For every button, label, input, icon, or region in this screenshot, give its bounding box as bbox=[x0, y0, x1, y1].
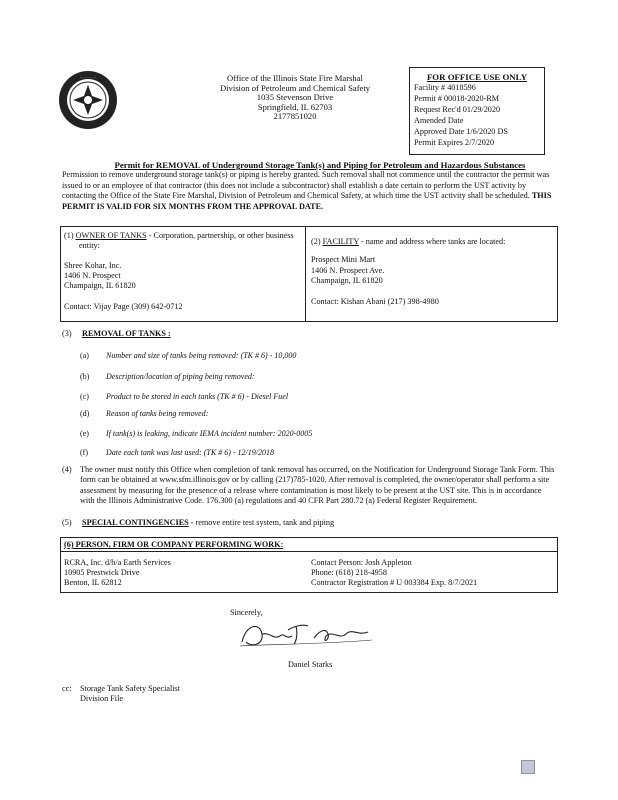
removal-item-label: (a) bbox=[80, 351, 89, 360]
scan-mark-icon bbox=[521, 760, 535, 774]
contractor-line: 10905 Prestwick Drive bbox=[64, 568, 140, 577]
removal-item bbox=[80, 392, 288, 401]
contingencies-heading: SPECIAL CONTINGENCIES bbox=[82, 518, 189, 527]
office-use-title: FOR OFFICE USE ONLY bbox=[426, 72, 528, 82]
removal-item bbox=[80, 372, 255, 381]
office-use-line: Permit Expires 2/7/2020 bbox=[414, 138, 495, 147]
removal-item bbox=[80, 448, 274, 457]
fire-marshal-seal-icon bbox=[58, 70, 118, 130]
cc-label: cc: bbox=[62, 684, 72, 693]
facility-line: 1406 N. Prospect Ave. bbox=[311, 266, 385, 275]
removal-item-text: Description/location of piping being removed: bbox=[106, 372, 255, 381]
owner-contact: Contact: Vijay Page (309) 642-0712 bbox=[64, 302, 183, 311]
removal-item-label: (e) bbox=[80, 429, 89, 438]
owner-heading: OWNER OF TANKS bbox=[75, 231, 147, 240]
contractor-contact-line: Phone: (618) 218-4958 bbox=[311, 568, 387, 577]
owner-facility-box bbox=[60, 226, 558, 322]
owner-num: (1) bbox=[64, 231, 74, 240]
contractor-heading: (6) PERSON, FIRM OR COMPANY PERFORMING WORK: bbox=[64, 540, 284, 549]
owner-heading-row bbox=[64, 231, 294, 241]
office-use-line: Permit # 00018-2020-RM bbox=[414, 94, 500, 103]
office-use-line: Facility # 4018596 bbox=[414, 83, 476, 92]
contingencies-text: - remove entire test system, tank and piping bbox=[190, 518, 335, 527]
svg-text:. . . . . . .: . . . . . . . bbox=[79, 74, 97, 79]
facility-line: Champaign, IL 61820 bbox=[311, 276, 383, 285]
removal-heading-row bbox=[62, 329, 171, 339]
office-use-line: Approved Date 1/6/2020 DS bbox=[414, 127, 508, 136]
removal-item-text: If tank(s) is leaking, indicate IEMA incident number: 2020-0005 bbox=[106, 429, 313, 438]
removal-item-label: (d) bbox=[80, 409, 90, 418]
removal-heading: REMOVAL OF TANKS : bbox=[82, 329, 171, 338]
removal-item bbox=[80, 351, 296, 360]
removal-item-label: (c) bbox=[80, 392, 89, 401]
facility-line: Prospect Mini Mart bbox=[311, 255, 376, 264]
owner-desc: - Corporation, partnership, or other business bbox=[148, 231, 294, 240]
notice-paragraph bbox=[62, 465, 556, 506]
contractor-contact-line: Contact Person: Josh Appleton bbox=[311, 558, 412, 567]
box-divider bbox=[305, 227, 306, 321]
office-use-box bbox=[409, 67, 545, 155]
removal-item-label: (b) bbox=[80, 372, 90, 381]
contingencies-num: (5) bbox=[62, 518, 72, 527]
agency-header bbox=[180, 74, 410, 122]
facility-desc: - name and address where tanks are located: bbox=[361, 237, 506, 246]
agency-line: 2177851020 bbox=[273, 111, 317, 122]
contractor-divider bbox=[61, 551, 557, 552]
contractor-line: RCRA, Inc. d/b/a Earth Services bbox=[64, 558, 171, 567]
removal-item-label: (f) bbox=[80, 448, 88, 457]
contractor-line: Benton, IL 62812 bbox=[64, 578, 122, 587]
owner-line: 1406 N. Prospect bbox=[64, 271, 121, 280]
notice-text: The owner must notify this Office when completion of tank removal has occurred, on the Notification for Underground Storage Tank Form. This form can be obtained at www.sfm.illinois.gov or by calling (217)785-1020. After removal is completed, the owner/operator shall perform a site assessment by measuring for the presence of a release where contamination is most likely to be present at the UST site. This is in accordance with the Illinois Administrative Code. 176.300 (a) regulations and 40 CFR Part 280.72 (a) Federal Register Requirement. bbox=[80, 465, 555, 505]
agency-line: Office of the Illinois State Fire Marshal bbox=[227, 73, 363, 83]
removal-item bbox=[80, 429, 312, 438]
removal-item bbox=[80, 409, 208, 418]
intro-paragraph bbox=[62, 170, 558, 212]
cc-line: Division File bbox=[80, 694, 123, 703]
permit-title: Permit for REMOVAL of Underground Storage Tank(s) and Piping for Petroleum and Hazardous Substances bbox=[114, 160, 526, 170]
removal-item-text: Date each tank was last used: (TK # 6) - 12/19/2018 bbox=[106, 448, 274, 457]
owner-desc-cont: entity: bbox=[79, 241, 100, 250]
sincerely: Sincerely, bbox=[230, 608, 263, 617]
intro-validity-notice: THIS PERMIT IS VALID FOR SIX MONTHS FROM THE APPROVAL DATE. bbox=[62, 191, 552, 211]
facility-heading-row bbox=[311, 237, 505, 247]
office-use-line: Request Rec'd 01/29/2020 bbox=[414, 105, 501, 114]
removal-item-text: Product to be stored in each tanks (TK # 6) - Diesel Fuel bbox=[106, 392, 289, 401]
contractor-contact-line: Contractor Registration # U 003384 Exp. 8/7/2021 bbox=[311, 578, 478, 587]
owner-line: Shree Kohar, Inc. bbox=[64, 261, 122, 270]
signature-image bbox=[236, 614, 376, 654]
agency-line: Springfield, IL 62703 bbox=[257, 101, 333, 112]
agency-line: 1035 Stevenson Drive bbox=[256, 92, 334, 103]
removal-num: (3) bbox=[62, 329, 72, 338]
notice-num: (4) bbox=[62, 465, 72, 474]
intro-text: Permission to remove underground storage tank(s) or piping is hereby granted. Such removal shall not commence until the contractor the permit was issued to or an employee of that contractor (this does not include a subcontractor) shall establish a date certain to perform the UST activity by contacting the Office of the State Fire Marshal, Division of Petroleum and Chemical Safety, at which time the UST activity shall be scheduled. bbox=[62, 170, 550, 201]
agency-line: Division of Petroleum and Chemical Safety bbox=[219, 82, 371, 93]
cc-line: Storage Tank Safety Specialist bbox=[80, 684, 181, 693]
office-use-line: Amended Date bbox=[414, 116, 464, 125]
facility-num: (2) bbox=[311, 237, 321, 246]
signer-name: Daniel Starks bbox=[288, 660, 333, 669]
facility-contact: Contact: Kishan Abani (217) 398-4980 bbox=[311, 297, 439, 306]
contractor-box bbox=[60, 537, 558, 593]
contingencies-row bbox=[62, 518, 334, 528]
owner-line: Champaign, IL 61820 bbox=[64, 281, 136, 290]
removal-item-text: Number and size of tanks being removed: (TK # 6) - 10,000 bbox=[106, 351, 297, 360]
facility-heading: FACILITY bbox=[322, 237, 359, 246]
removal-item-text: Reason of tanks being removed: bbox=[106, 409, 209, 418]
